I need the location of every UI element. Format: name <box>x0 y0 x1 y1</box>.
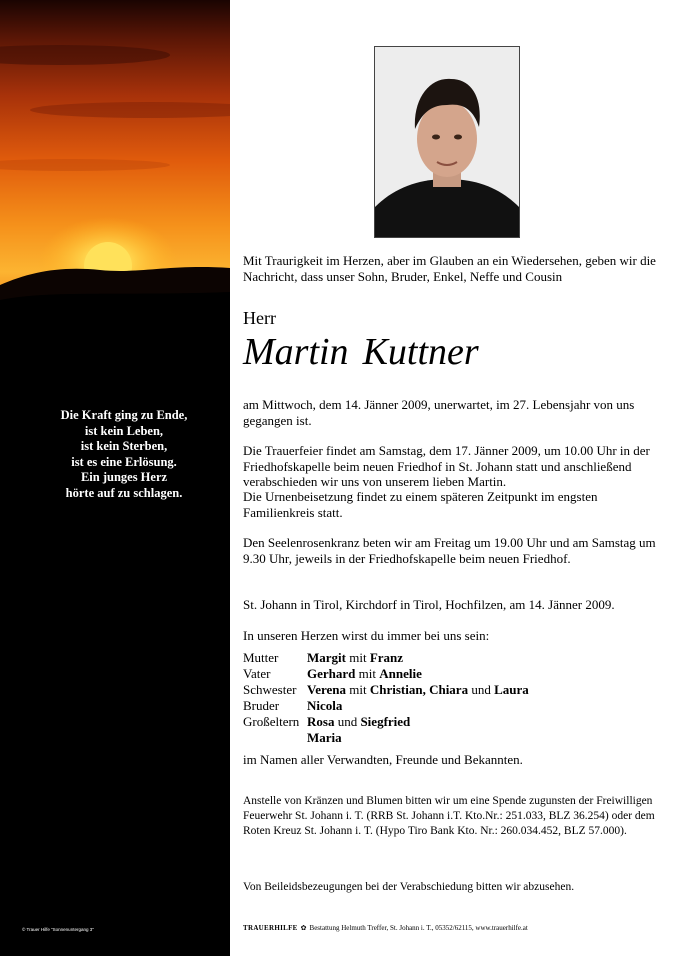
family-names <box>307 682 529 698</box>
family-row <box>243 698 663 714</box>
portrait-photo <box>374 46 520 238</box>
condolence-request: Von Beileidsbezeugungen bei der Verabschiedung bitten wir abzusehen. <box>243 881 575 893</box>
family-names <box>307 714 410 730</box>
family-member-name: Maria <box>307 730 342 745</box>
donation-request: Anstelle von Kränzen und Blumen bitten wir um eine Spende zugunsten der Freiwilligen Feuerwehr St. Johann i. T. (RRB St. Johann i.T. Kto.Nr.: 251.033, BLZ 36.254) oder dem Roten Kreuz St. Johann i. T. (Hypo Tiro Bank Kto. Nr.: 260.034.452, BLZ 57.000). <box>243 795 655 837</box>
family-names <box>307 650 403 666</box>
salutation: Herr <box>243 308 276 328</box>
footer <box>243 924 528 932</box>
family-list <box>243 650 663 746</box>
family-row <box>243 730 663 746</box>
place-date: St. Johann in Tirol, Kirchdorf in Tirol, Hochfilzen, am 14. Jänner 2009. <box>243 597 615 612</box>
poem-line: Ein junges Herz <box>80 470 168 484</box>
image-credit: © Trauer Hilfe "Sonnenuntergang 3" <box>22 927 94 932</box>
closing-line: im Namen aller Verwandten, Freunde und Bekannten. <box>243 752 523 767</box>
family-member-name: Margit <box>307 650 346 665</box>
family-member-name: Laura <box>494 682 529 697</box>
poem-line: ist kein Leben, <box>84 423 164 438</box>
hearts-line: In unseren Herzen wirst du immer bei uns sein: <box>243 628 490 643</box>
sunset-image <box>0 0 230 320</box>
family-names <box>307 666 422 682</box>
family-connector: und <box>334 714 361 729</box>
family-names <box>307 730 342 746</box>
family-role: Schwester <box>243 682 297 697</box>
family-role: Großeltern <box>243 714 300 729</box>
last-name: Kuttner <box>362 331 479 373</box>
poem-line: Die Kraft ging zu Ende, <box>60 408 188 422</box>
urn-info: Die Urnenbeisetzung findet zu einem späteren Zeitpunkt im engsten Familienkreis statt. <box>243 489 598 520</box>
death-notice: am Mittwoch, dem 14. Jänner 2009, unerwartet, im 27. Lebensjahr von uns gegangen ist. <box>243 397 635 428</box>
family-row <box>243 666 663 682</box>
family-connector: und <box>468 682 495 697</box>
flower-icon: ✿ <box>300 924 307 932</box>
poem-line: ist es eine Erlösung. <box>71 454 177 469</box>
family-connector: mit <box>355 666 380 681</box>
family-member-name: Siegfried <box>360 714 411 729</box>
first-name: Martin <box>243 331 349 373</box>
family-row <box>243 682 663 698</box>
funeral-info: Die Trauerfeier findet am Samstag, dem 17. Jänner 2009, um 10.00 Uhr in der Friedhofskapelle beim neuen Friedhof in St. Johann statt und anschließend verabschieden wir uns von unserem lieben Martin. <box>243 443 650 489</box>
family-member-name: Franz <box>369 650 404 665</box>
rosary-info: Den Seelenrosenkranz beten wir am Freitag um 19.00 Uhr und am Samstag um 9.30 Uhr, jeweils in der Friedhofskapelle beim neuen Friedhof. <box>243 535 656 566</box>
poem <box>0 408 248 501</box>
deceased-name <box>243 330 493 374</box>
footer-brand: TRAUERHILFE <box>243 924 298 932</box>
family-role: Mutter <box>243 650 279 665</box>
family-member-name: Christian, Chiara <box>369 682 469 697</box>
family-role: Vater <box>243 666 271 681</box>
family-connector: mit <box>346 682 370 697</box>
poem-line: hörte auf zu schlagen. <box>65 485 183 500</box>
family-member-name: Verena <box>307 682 346 697</box>
family-row <box>243 650 663 666</box>
family-row <box>243 714 663 730</box>
family-role <box>243 730 307 746</box>
family-role: Bruder <box>243 698 280 713</box>
intro-text: Mit Traurigkeit im Herzen, aber im Glauben an ein Wiedersehen, geben wir die Nachricht, dass unser Sohn, Bruder, Enkel, Neffe und Cousin <box>243 253 656 284</box>
family-member-name: Nicola <box>307 698 343 713</box>
poem-line: ist kein Sterben, <box>80 439 168 453</box>
family-member-name: Rosa <box>307 714 335 729</box>
family-member-name: Annelie <box>379 666 422 681</box>
left-panel <box>0 0 230 956</box>
family-connector: mit <box>345 650 370 665</box>
family-member-name: Gerhard <box>307 666 356 681</box>
family-names <box>307 698 342 714</box>
footer-text: Bestattung Helmuth Treffer, St. Johann i. T., 05352/62115, www.trauerhilfe.at <box>309 924 528 932</box>
